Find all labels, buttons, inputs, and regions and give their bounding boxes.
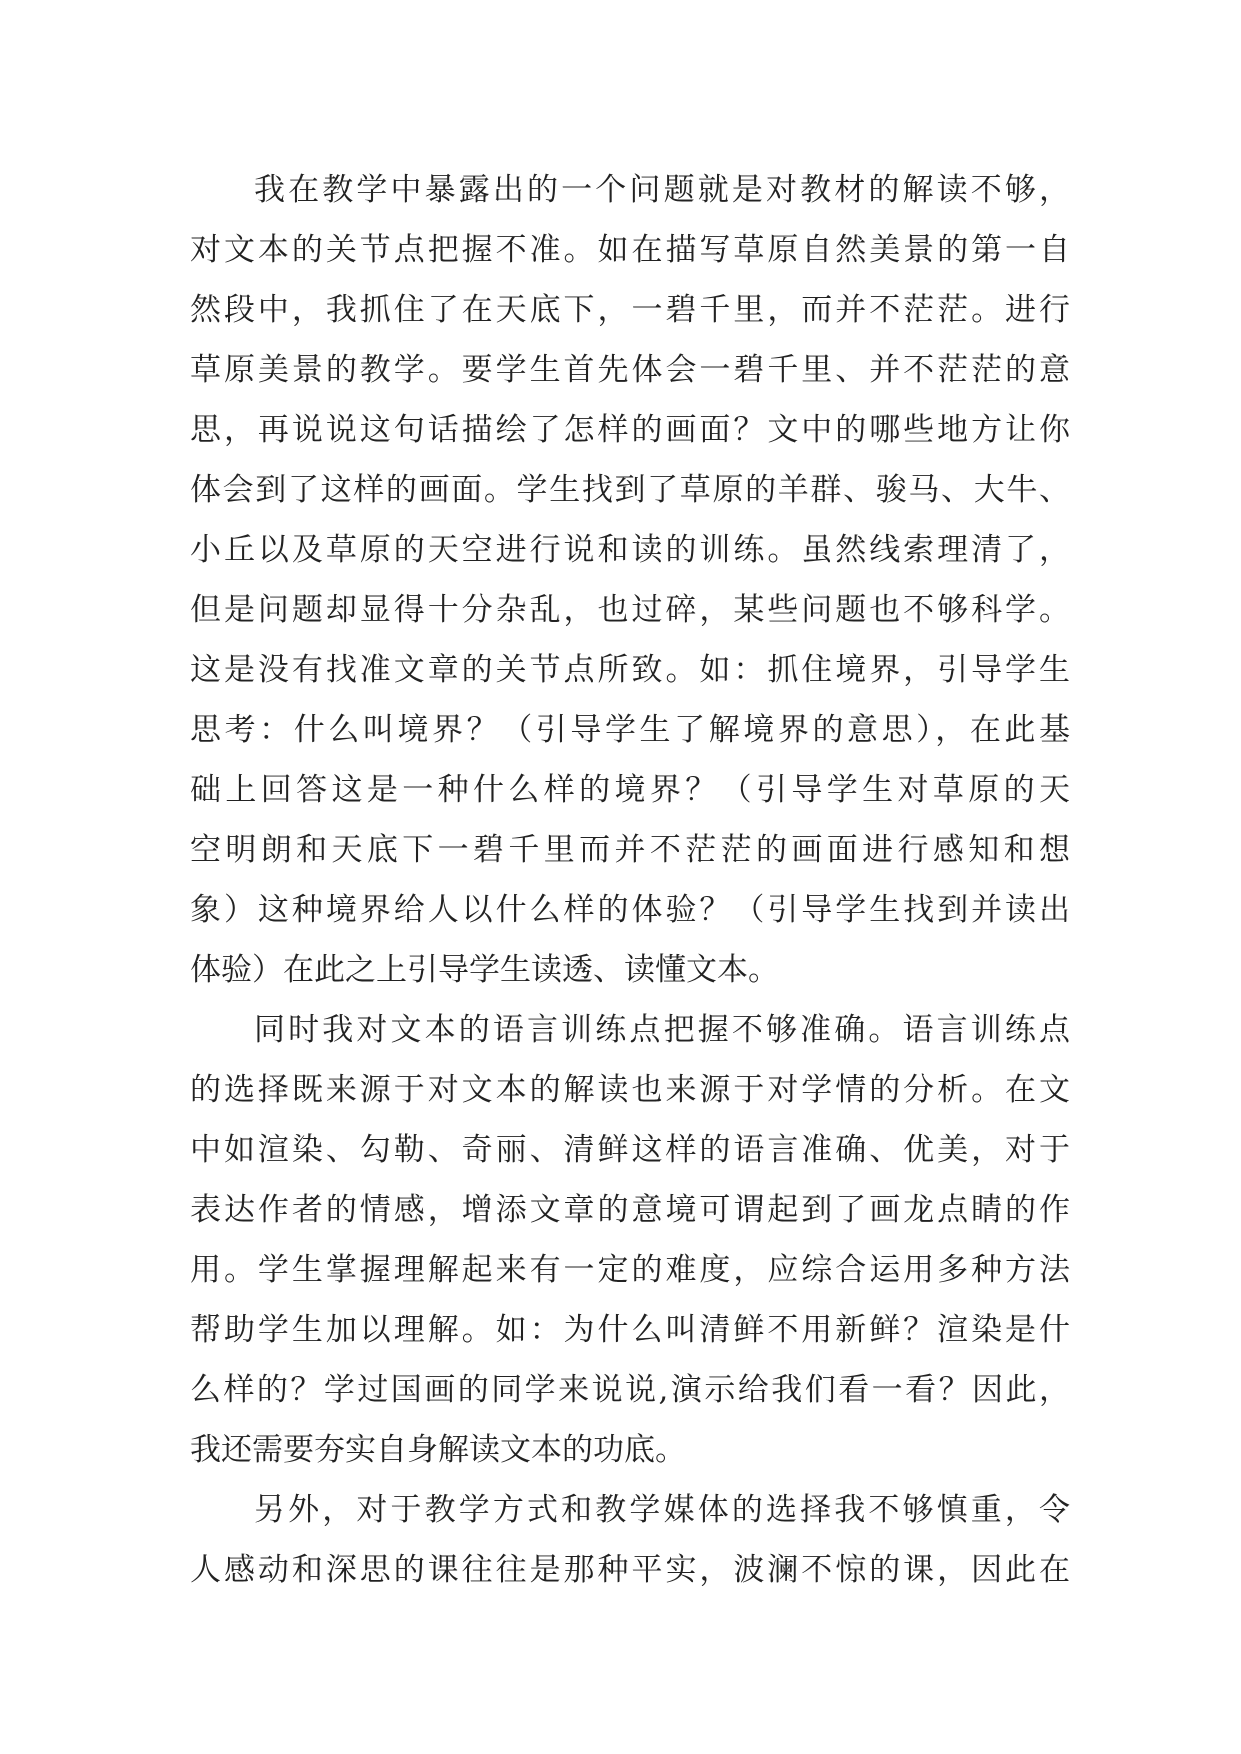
- paragraph-3-line-1: 另外，对于教学方式和教学媒体的选择我不够慎重，令: [254, 1492, 1070, 1528]
- paragraph-1-line-11: 础上回答这是一种什么样的境界？（引导学生对草原的天: [190, 772, 1070, 808]
- paragraph-1-line-5: 思，再说说这句话描绘了怎样的画面？文中的哪些地方让你: [190, 412, 1070, 448]
- document-body: [190, 160, 1070, 1600]
- paragraph-1-line-4: 草原美景的教学。要学生首先体会一碧千里、并不茫茫的意: [190, 352, 1070, 388]
- paragraph-2-line-3: 中如渲染、勾勒、奇丽、清鲜这样的语言准确、优美，对于: [190, 1132, 1070, 1168]
- paragraph-1-line-10: 思考：什么叫境界？（引导学生了解境界的意思），在此基: [190, 712, 1070, 748]
- paragraph-2-line-4: 表达作者的情感，增添文章的意境可谓起到了画龙点睛的作: [190, 1192, 1070, 1228]
- paragraph-1-line-12: 空明朗和天底下一碧千里而并不茫茫的画面进行感知和想: [190, 832, 1070, 868]
- paragraph-1-line-8: 但是问题却显得十分杂乱，也过碎，某些问题也不够科学。: [190, 592, 1070, 628]
- paragraph-1-line-7: 小丘以及草原的天空进行说和读的训练。虽然线索理清了，: [190, 532, 1070, 568]
- paragraph-1-line-14: 体验）在此之上引导学生读透、读懂文本。: [190, 952, 779, 988]
- paragraph-2-line-7: 么样的？学过国画的同学来说说,演示给我们看一看？因此，: [190, 1372, 1070, 1408]
- paragraph-1-line-2: 对文本的关节点把握不准。如在描写草原自然美景的第一自: [190, 232, 1070, 268]
- paragraph-1-line-6: 体会到了这样的画面。学生找到了草原的羊群、骏马、大牛、: [190, 472, 1070, 508]
- paragraph-1-line-13: 象）这种境界给人以什么样的体验？（引导学生找到并读出: [190, 892, 1070, 928]
- paragraph-3-line-2: 人感动和深思的课往往是那种平实，波澜不惊的课，因此在: [190, 1552, 1070, 1588]
- paragraph-2-line-5: 用。学生掌握理解起来有一定的难度，应综合运用多种方法: [190, 1252, 1070, 1288]
- paragraph-2-line-2: 的选择既来源于对文本的解读也来源于对学情的分析。在文: [190, 1072, 1070, 1108]
- paragraph-2-line-8: 我还需要夯实自身解读文本的功底。: [190, 1432, 686, 1468]
- paragraph-1-line-1: 我在教学中暴露出的一个问题就是对教材的解读不够，: [254, 172, 1070, 208]
- paragraph-1-line-3: 然段中，我抓住了在天底下，一碧千里，而并不茫茫。进行: [190, 292, 1070, 328]
- paragraph-1-line-9: 这是没有找准文章的关节点所致。如：抓住境界，引导学生: [190, 652, 1070, 688]
- paragraph-2-line-6: 帮助学生加以理解。如：为什么叫清鲜不用新鲜？渲染是什: [190, 1312, 1070, 1348]
- paragraph-2-line-1: 同时我对文本的语言训练点把握不够准确。语言训练点: [254, 1012, 1070, 1048]
